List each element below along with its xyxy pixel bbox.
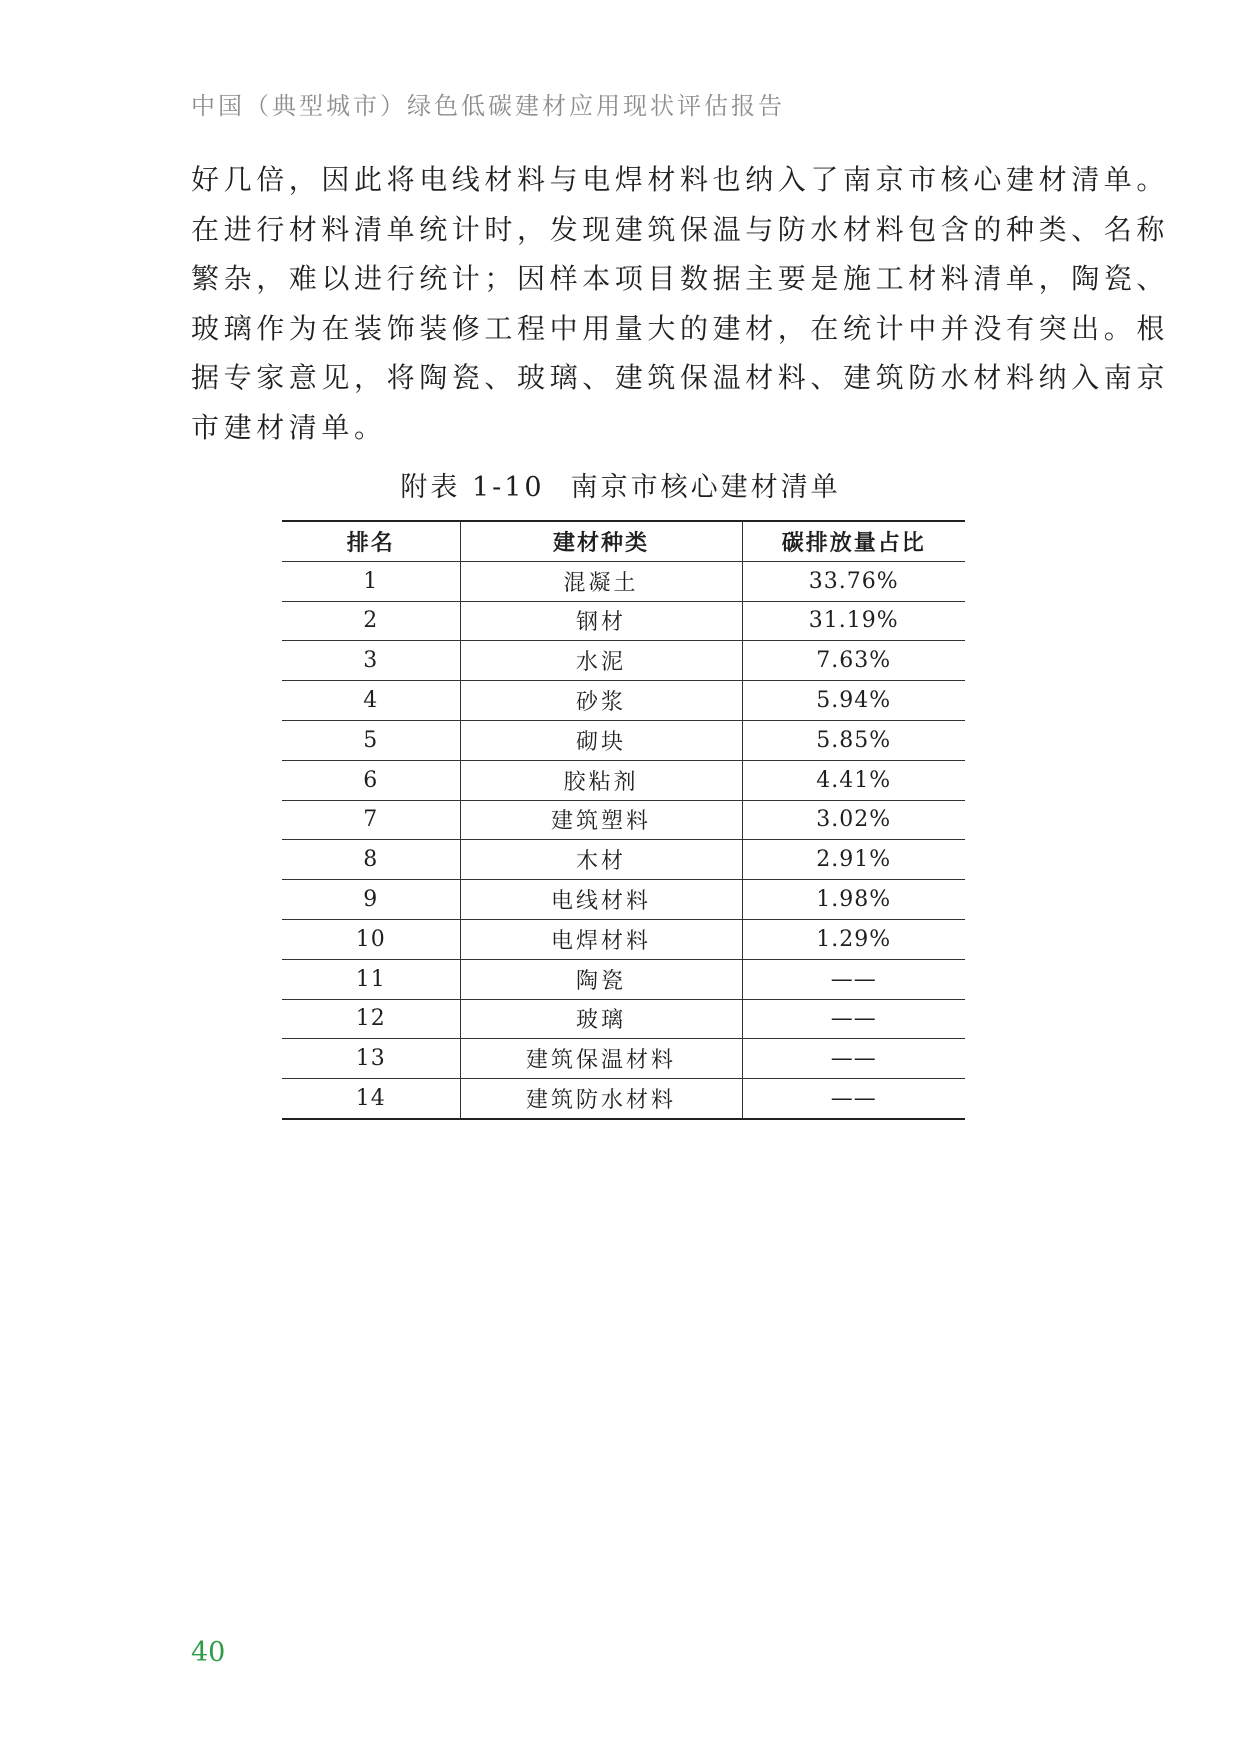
- share-cell: 1.98%: [742, 880, 965, 920]
- rank-cell: 5: [282, 720, 460, 760]
- table-row: [282, 720, 965, 760]
- rank-cell: 2: [282, 601, 460, 641]
- material-cell: 建筑防水材料: [460, 1079, 742, 1119]
- material-cell: 砌块: [460, 720, 742, 760]
- page-number: 40: [191, 1637, 226, 1668]
- share-cell: 33.76%: [742, 561, 965, 601]
- share-cell: ——: [742, 959, 965, 999]
- table-row: [282, 1079, 965, 1119]
- share-cell: 31.19%: [742, 601, 965, 641]
- material-cell: 砂浆: [460, 681, 742, 721]
- material-cell: 电焊材料: [460, 919, 742, 959]
- table-row: [282, 959, 965, 999]
- body-line: 据专家意见，将陶瓷、玻璃、建筑保温材料、建筑防水材料纳入南京: [191, 361, 1170, 394]
- rank-cell: 11: [282, 959, 460, 999]
- table-caption-title: 南京市核心建材清单: [570, 472, 841, 503]
- body-line: 好几倍，因此将电线材料与电焊材料也纳入了南京市核心建材清单。: [191, 163, 1170, 196]
- rank-cell: 10: [282, 919, 460, 959]
- material-cell: 水泥: [460, 641, 742, 681]
- materials-table: [282, 520, 965, 1120]
- table-row: [282, 840, 965, 880]
- rank-cell: 4: [282, 681, 460, 721]
- table-row: [282, 681, 965, 721]
- material-cell: 建筑保温材料: [460, 1039, 742, 1079]
- table-header-row: [282, 521, 965, 561]
- material-cell: 混凝土: [460, 561, 742, 601]
- body-line: 繁杂，难以进行统计；因样本项目数据主要是施工材料清单，陶瓷、: [191, 262, 1170, 295]
- rank-cell: 6: [282, 760, 460, 800]
- column-header-material: 建材种类: [460, 521, 742, 561]
- material-cell: 钢材: [460, 601, 742, 641]
- table-row: [282, 880, 965, 920]
- share-cell: 2.91%: [742, 840, 965, 880]
- table-body: [282, 561, 965, 1119]
- share-cell: 1.29%: [742, 919, 965, 959]
- column-header-share: 碳排放量占比: [742, 521, 965, 561]
- share-cell: 4.41%: [742, 760, 965, 800]
- body-line: 市建材清单。: [191, 410, 387, 444]
- running-header: 中国（典型城市）绿色低碳建材应用现状评估报告: [191, 92, 785, 120]
- rank-cell: 8: [282, 840, 460, 880]
- share-cell: 5.94%: [742, 681, 965, 721]
- table-row: [282, 601, 965, 641]
- rank-cell: 14: [282, 1079, 460, 1119]
- table-caption-number: 附表 1-10: [400, 472, 545, 503]
- share-cell: ——: [742, 1079, 965, 1119]
- table-row: [282, 999, 965, 1039]
- material-cell: 建筑塑料: [460, 800, 742, 840]
- body-line: 在进行材料清单统计时，发现建筑保温与防水材料包含的种类、名称: [191, 212, 1170, 246]
- material-cell: 玻璃: [460, 999, 742, 1039]
- rank-cell: 1: [282, 561, 460, 601]
- table-caption: [0, 465, 1241, 504]
- body-line: 玻璃作为在装饰装修工程中用量大的建材，在统计中并没有突出。根: [191, 311, 1170, 345]
- material-cell: 木材: [460, 840, 742, 880]
- material-cell: 胶粘剂: [460, 760, 742, 800]
- table-row: [282, 919, 965, 959]
- table-row: [282, 561, 965, 601]
- share-cell: 3.02%: [742, 800, 965, 840]
- table-row: [282, 1039, 965, 1079]
- share-cell: ——: [742, 1039, 965, 1079]
- rank-cell: 12: [282, 999, 460, 1039]
- rank-cell: 9: [282, 880, 460, 920]
- rank-cell: 13: [282, 1039, 460, 1079]
- share-cell: 7.63%: [742, 641, 965, 681]
- body-paragraph: [191, 155, 1170, 452]
- column-header-rank: 排名: [282, 521, 460, 561]
- table-row: [282, 641, 965, 681]
- material-cell: 电线材料: [460, 880, 742, 920]
- table-row: [282, 760, 965, 800]
- table-row: [282, 800, 965, 840]
- material-cell: 陶瓷: [460, 959, 742, 999]
- share-cell: ——: [742, 999, 965, 1039]
- rank-cell: 3: [282, 641, 460, 681]
- share-cell: 5.85%: [742, 720, 965, 760]
- rank-cell: 7: [282, 800, 460, 840]
